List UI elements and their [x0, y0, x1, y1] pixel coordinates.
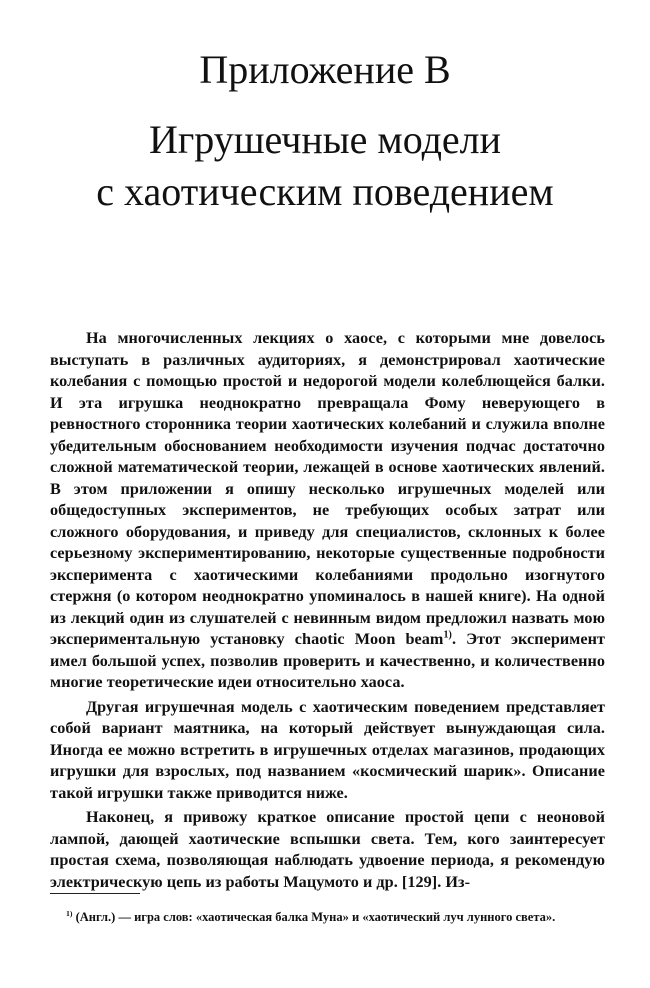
paragraph-1-text: На многочисленных лекциях о хаосе, с которыми мне довелось выступать в различных аудиториях, я демонстрировал хаотические колебания с помощью простой и недорогой модели колеблющейся балки. И эта игрушка неоднократно превращала Фому неверующего в ревностного сторонника теории хаотических колебаний и служила вполне убедительным обоснованием необходимости изучения подчас достаточно сложной математической теории, лежащей в основе хаотических явлений. В этом приложении я опишу несколько игрушечных моделей или общедоступных экспериментов, не требующих особых затрат или сложного оборудования, и приведу для специалистов, склонных к более серьезному экспериментированию, некоторые существенные подробности эксперимента с хаотическими колебаниями продольно изогнутого стержня (о котором неоднократно упоминалось в нашей книге). На одной из лекций один из слушателей с невинным видом предложил назвать мою экспериментальную установку chaotic Moon beam	[50, 329, 605, 648]
appendix-title	[0, 114, 650, 218]
paragraph-1	[50, 328, 605, 694]
appendix-label: Приложение В	[199, 47, 451, 92]
footnote-mark: 1)	[66, 908, 73, 918]
footnote-reference: 1)	[443, 629, 452, 641]
paragraph-2: Другая игрушечная модель с хаотическим поведением представляет собой вариант маятника, на который действует вынуждающая сила. Иногда ее можно встретить в игрушечных отделах магазинов, продающих игрушки для взрослых, под названием «космический шарик». Описание такой игрушки также приводится ниже.	[50, 697, 605, 802]
title-line-2: с хаотическим поведением	[96, 169, 554, 214]
body-text	[50, 328, 605, 893]
title-line-1: Игрушечные модели	[148, 117, 502, 162]
footnote	[50, 908, 605, 927]
paragraph-3: Наконец, я привожу краткое описание простой цепи с неоновой лампой, дающей хаотические вспышки света. Тем, кого заинтересует простая схема, позволяющая наблюдать удвоение периода, я рекомендую электрическую цепь из работы Мацумото и др. [129]. Из-	[50, 808, 605, 891]
footnote-divider	[50, 893, 140, 894]
paragraph-1-text-end: . Этот эксперимент имел большой успех, позволив проверить и качественно, и количественно многие теоретические идеи относительно хаоса.	[50, 630, 605, 691]
footnote-text: (Англ.) — игра слов: «хаотическая балка Муна» и «хаотический луч лунного света».	[72, 910, 556, 924]
